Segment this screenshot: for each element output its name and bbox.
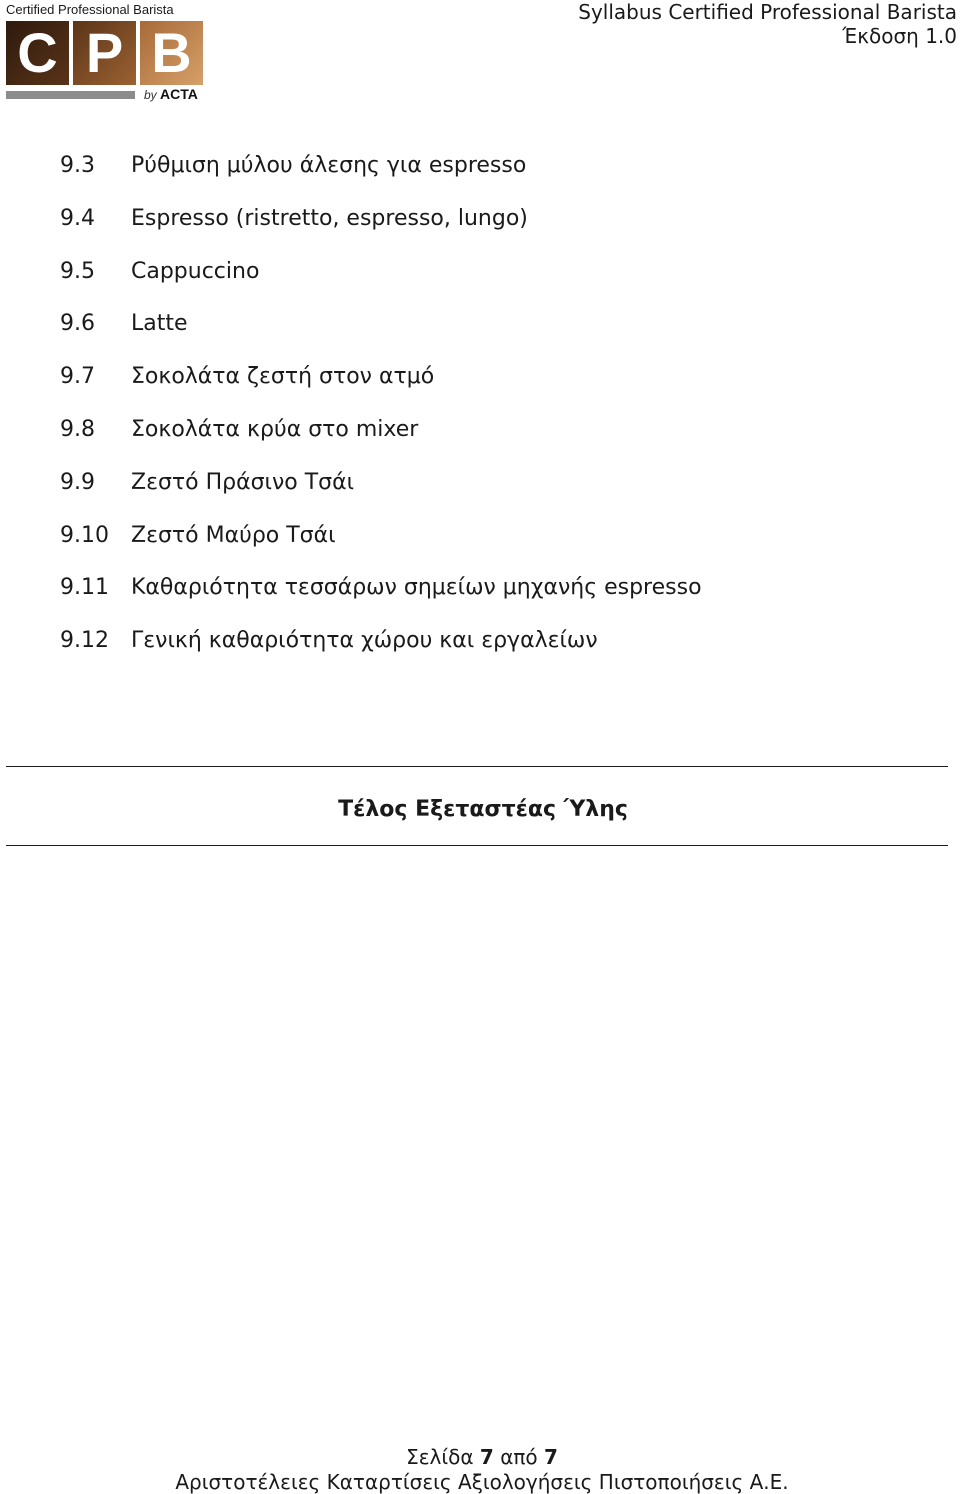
logo-bar: [6, 91, 135, 99]
toc-number: 9.7: [60, 364, 95, 390]
cpb-logo: [6, 2, 206, 102]
document-edition: Έκδοση 1.0: [842, 24, 957, 48]
page-current: 7: [479, 1445, 494, 1469]
logo-letter-b: B: [140, 21, 203, 85]
divider-top: [6, 766, 948, 767]
toc-number: 9.5: [60, 258, 95, 284]
divider-bottom: [6, 845, 948, 846]
toc-title: Ρύθμιση μύλου άλεσης για espresso: [131, 153, 527, 178]
toc-title: Γενική καθαριότητα χώρου και εργαλείων: [131, 628, 598, 654]
footer-company: Αριστοτέλειες Καταρτίσεις Αξιολογήσεις Πιστοποιήσεις Α.Ε.: [175, 1470, 789, 1494]
toc-number: 9.3: [60, 153, 95, 178]
page-prefix: Σελίδα: [406, 1445, 474, 1469]
toc-title: Σοκολάτα ζεστή στον ατμό: [131, 364, 435, 390]
toc-number: 9.10: [60, 522, 109, 548]
logo-letter-p: P: [73, 21, 136, 85]
toc-title: Ζεστό Μαύρο Τσάι: [131, 522, 336, 548]
toc-number: 9.9: [60, 469, 95, 495]
logo-letter-c: C: [6, 21, 69, 85]
toc-number: 9.8: [60, 416, 95, 442]
toc-title: Σοκολάτα κρύα στο mixer: [131, 416, 419, 442]
toc-title: Latte: [131, 311, 188, 337]
page-number: [0, 1445, 960, 1469]
toc-number: 9.11: [60, 575, 109, 601]
toc-title: Cappuccino: [131, 258, 260, 284]
toc-number: 9.4: [60, 205, 95, 231]
page-separator: από: [500, 1445, 538, 1469]
logo-by-acta: [144, 86, 198, 102]
logo-caption: Certified Professional Barista: [6, 2, 174, 17]
toc-number: 9.12: [60, 628, 109, 654]
page-total: 7: [544, 1445, 558, 1469]
end-of-syllabus-title: Τέλος Εξεταστέας Ύλης: [338, 797, 628, 822]
logo-by-prefix: by: [144, 88, 157, 102]
toc-title: Espresso (ristretto, espresso, lungo): [131, 205, 528, 231]
toc-number: 9.6: [60, 311, 95, 337]
logo-tiles: [6, 21, 203, 85]
document-title: Syllabus Certified Professional Barista: [578, 0, 957, 24]
logo-by-brand: ACTA: [160, 86, 198, 102]
toc-title: Ζεστό Πράσινο Τσάι: [131, 469, 355, 495]
toc-title: Καθαριότητα τεσσάρων σημείων μηχανής espresso: [131, 575, 702, 601]
document-header: [578, 0, 957, 48]
